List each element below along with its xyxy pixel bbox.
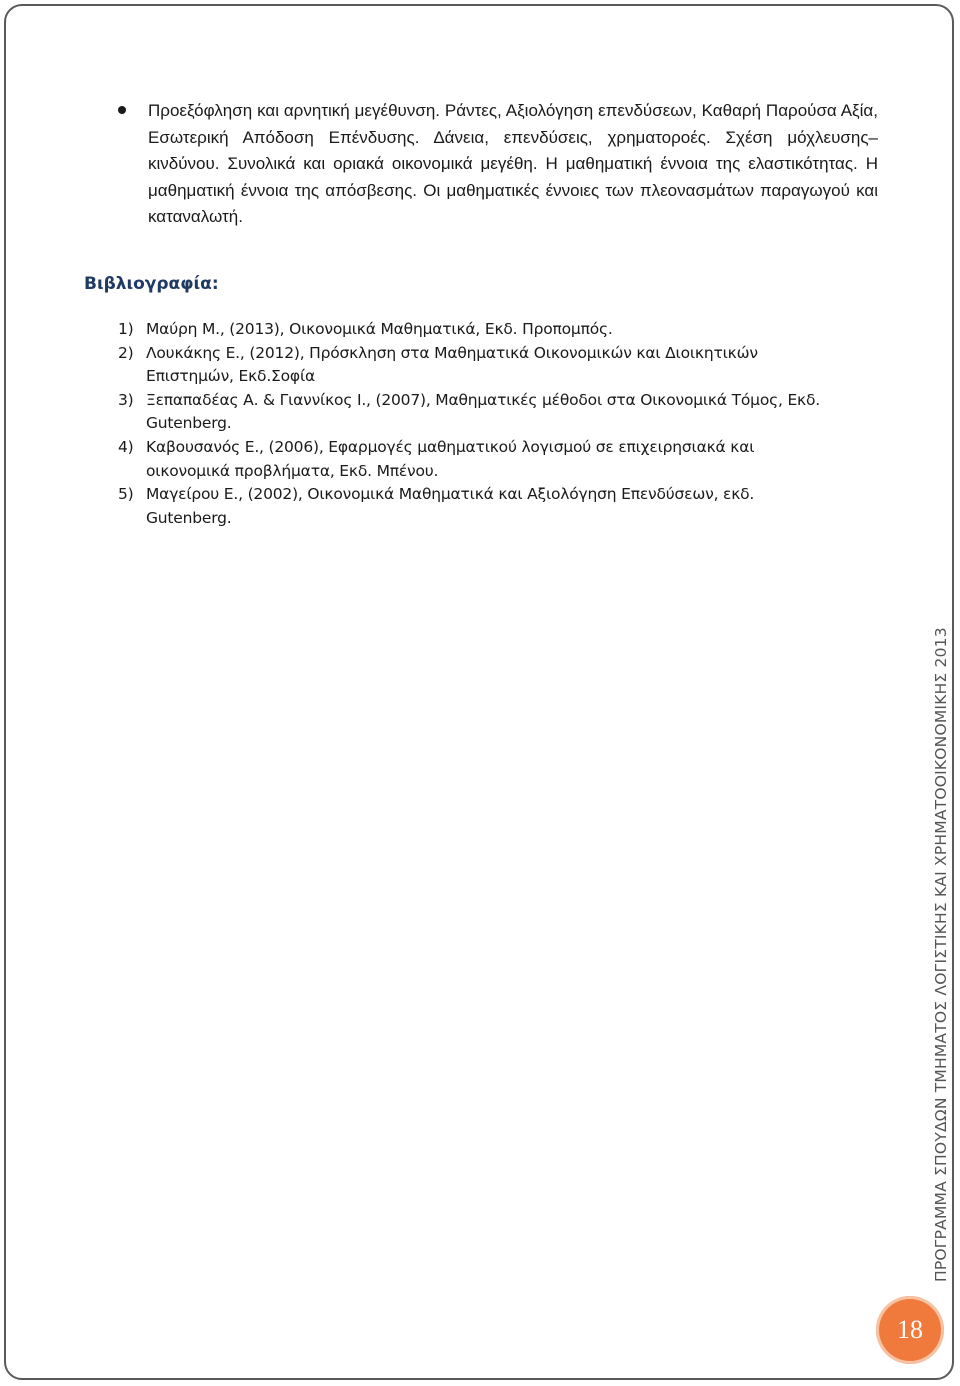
bibliography-item-number: 1): [118, 320, 134, 338]
bibliography-item: [118, 318, 838, 342]
bibliography-item-number: 2): [118, 343, 134, 362]
bibliography-heading: Βιβλιογραφία:: [84, 274, 219, 294]
bibliography-item-text: Ξεπαπαδέας Α. & Γιαννίκος Ι., (2007), Μαθηματικές μέθοδοι στα Οικονομικά Τόμος, Εκδ. Gutenberg.: [146, 390, 821, 433]
bibliography-item: [118, 389, 838, 436]
bibliography-item-text: Μαύρη Μ., (2013), Οικονομικά Μαθηματικά, Εκδ. Προπομπός.: [146, 320, 613, 338]
bibliography-item-number: 4): [118, 437, 134, 456]
page-number: 18: [897, 1315, 923, 1344]
topic-bullet-text: Προεξόφληση και αρνητική μεγέθυνση. Ράντες, Αξιολόγηση επενδύσεων, Καθαρή Παρούσα Αξία, Εσωτερική Απόδοση Επένδυσης. Δάνεια, επενδύσεις, χρηματοροές. Σχέση μόχλευσης– κινδύνου. Συνολικά και οριακά οικονομικά μεγέθη. Η μαθηματική έννοια της ελαστικότητας. Η μαθηματική έννοια της απόσβεσης. Οι μαθηματικές έννοιες των πλεονασμάτων παραγωγού και καταναλωτή.: [148, 101, 878, 226]
bibliography-item-number: 3): [118, 390, 134, 409]
bibliography-item-number: 5): [118, 485, 134, 504]
bibliography-item-text: Καβουσανός Ε., (2006), Εφαρμογές μαθηματικού λογισμού σε επιχειρησιακά και οικονομικά προβλήματα, Εκδ. Μπένου.: [146, 437, 755, 480]
bibliography-item: [118, 342, 838, 389]
bibliography-item: [118, 436, 838, 483]
topic-bullet: [118, 98, 878, 231]
bibliography-item-text: Λουκάκης Ε., (2012), Πρόσκληση στα Μαθηματικά Οικονομικών και Διοικητικών Επιστημών, Εκδ.Σοφία: [146, 343, 758, 386]
page-number-badge: [876, 1296, 944, 1364]
bibliography-item: [118, 483, 838, 530]
vertical-program-title: ΠΡΟΓΡΑΜΜΑ ΣΠΟΥΔΩΝ ΤΜΗΜΑΤΟΣ ΛΟΓΙΣΤΙΚΗΣ ΚΑΙ ΧΡΗΜΑΤΟΟΙΚΟΝΟΜΙΚΗΣ 2013: [932, 627, 950, 1282]
bullet-dot-icon: [118, 106, 126, 114]
bibliography-item-text: Μαγείρου Ε., (2002), Οικονομικά Μαθηματικά και Αξιολόγηση Επενδύσεων, εκδ. Gutenberg.: [146, 485, 755, 527]
bibliography-list: [118, 318, 838, 530]
